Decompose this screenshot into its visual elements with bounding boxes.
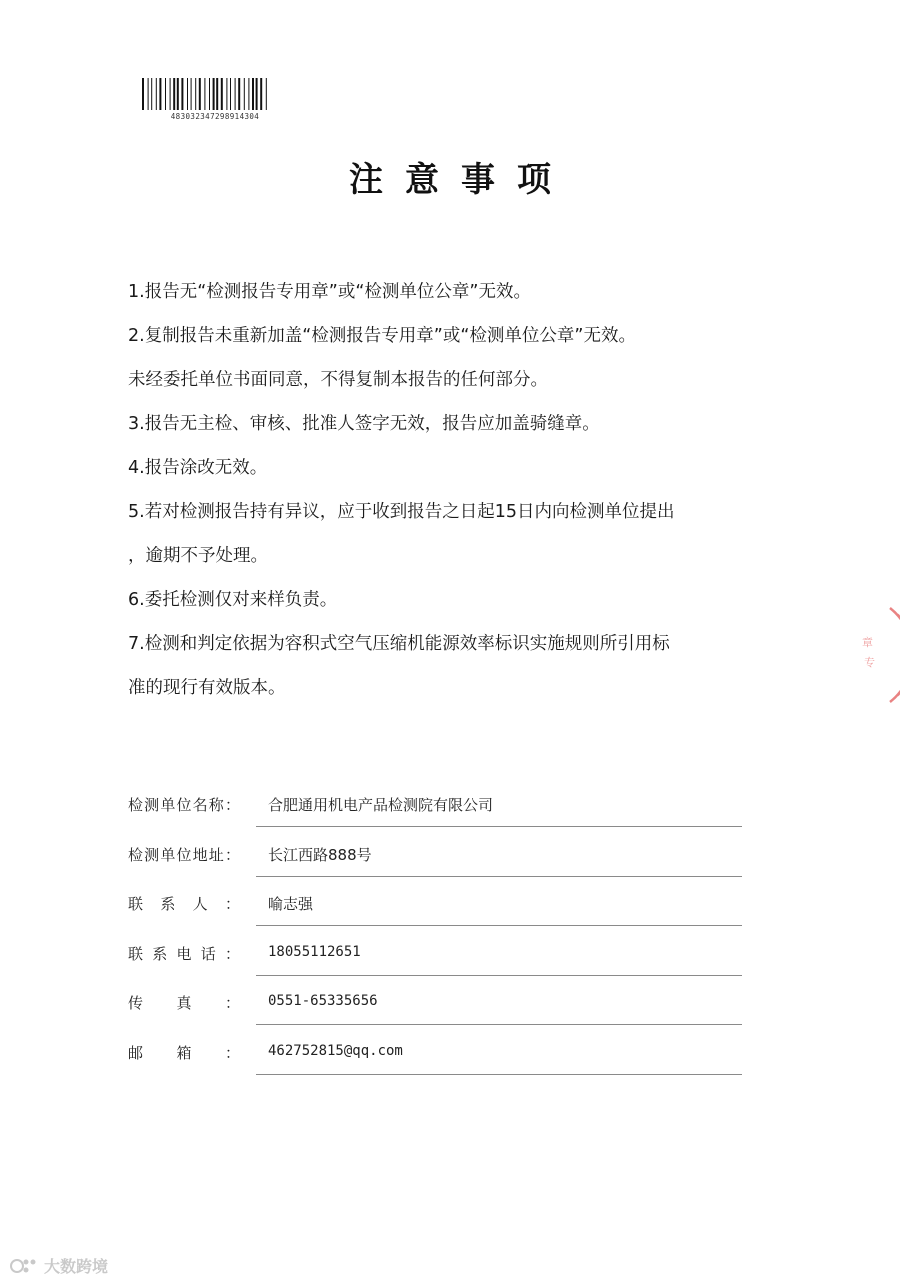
contact-label: [128, 794, 240, 815]
barcode-bar: [142, 78, 144, 110]
contact-label-char: 单: [160, 845, 176, 864]
note-line: 2.复制报告未重新加盖“检测报告专用章”或“检测单位公章”无效。: [128, 326, 636, 346]
contact-row: [128, 988, 748, 1038]
barcode-bar: [221, 78, 223, 110]
contact-label-char: 址: [208, 845, 224, 864]
contact-label-char: ：: [224, 845, 240, 864]
contact-row: [128, 889, 748, 939]
notes-list: [128, 270, 768, 710]
barcode-bar: [216, 78, 218, 110]
barcode-bar: [260, 78, 262, 110]
barcode-bar: [191, 78, 192, 110]
watermark-logo-icon: [10, 1256, 40, 1276]
contact-row: [128, 840, 748, 890]
note-line: 准的现行有效版本。: [128, 678, 286, 698]
note-line: 5.若对检测报告持有异议，应于收到报告之日起15日内向检测单位提出: [128, 502, 675, 522]
contact-label: [128, 893, 240, 914]
underline: [256, 925, 742, 926]
contact-label-char: ：: [224, 796, 240, 814]
contact-label-char: 位: [176, 796, 192, 814]
barcode-bar: [238, 78, 240, 110]
contact-label-char: 称: [208, 796, 224, 814]
contact-label-char: 测: [144, 796, 160, 814]
watermark-text: 大数跨境: [44, 1257, 109, 1276]
contact-value: 合肥通用机电产品检测院有限公司: [268, 796, 494, 814]
underline: [256, 1024, 742, 1025]
contact-label-char: ：: [224, 994, 240, 1013]
contact-label-char: 单: [160, 796, 176, 814]
contact-label-char: 人: [192, 895, 208, 914]
contact-value: 462752815@qq.com: [268, 1042, 403, 1059]
barcode-bar: [151, 78, 152, 110]
contact-row: [128, 790, 748, 840]
underline: [256, 826, 742, 827]
contact-value: 长江西路888号: [268, 845, 372, 864]
contact-row: [128, 1038, 748, 1088]
contact-label-char: 邮: [128, 1043, 144, 1062]
underline: [256, 876, 742, 877]
note-line: 7.检测和判定依据为容积式空气压缩机能源效率标识实施规则所引用标: [128, 634, 670, 654]
contact-label-char: 系: [160, 895, 176, 914]
underline: [256, 1074, 742, 1075]
contact-label: [128, 992, 240, 1013]
contact-label: [128, 1042, 240, 1063]
contact-label-char: 检: [128, 845, 144, 864]
contact-label-char: 传: [128, 994, 144, 1013]
contact-label-char: 电: [176, 944, 192, 963]
contact-label-char: 箱: [176, 1043, 192, 1062]
watermark: [10, 1254, 108, 1277]
contact-label-char: 检: [128, 796, 144, 814]
note-line: ，逾期不予处理。: [128, 546, 268, 566]
barcode-bar: [177, 78, 179, 110]
svg-text:专: 专: [864, 656, 875, 669]
barcode-number: 483032347298914304: [170, 112, 260, 121]
barcode-bar: [156, 78, 157, 110]
note-line: 4.报告涂改无效。: [128, 458, 268, 478]
underline: [256, 975, 742, 976]
note-line: 1.报告无“检测报告专用章”或“检测单位公章”无效。: [128, 282, 531, 302]
contact-label-char: 话: [200, 944, 216, 963]
page-title: 注意事项: [349, 160, 573, 200]
contact-value: 0551-65335656: [268, 993, 378, 1010]
svg-text:章: 章: [862, 636, 873, 649]
barcode-bar: [170, 78, 171, 110]
barcode-bar: [230, 78, 231, 110]
barcode-bar: [226, 78, 227, 110]
barcode-bar: [173, 78, 175, 110]
barcode-bar: [159, 78, 161, 110]
note-line: 3.报告无主检、审核、批准人签字无效，报告应加盖骑缝章。: [128, 414, 600, 434]
contact-label-char: 名: [192, 796, 208, 814]
barcode-bar: [209, 78, 210, 110]
contact-label-char: 真: [176, 994, 192, 1013]
contact-label-char: 联: [128, 895, 144, 914]
contact-label-char: 位: [176, 845, 192, 864]
contact-label-char: 联: [128, 944, 144, 963]
contact-label-char: 系: [152, 944, 168, 963]
note-line: 未经委托单位书面同意，不得复制本报告的任何部分。: [128, 370, 548, 390]
contact-label: [128, 844, 240, 865]
contact-row: [128, 939, 748, 989]
barcode-bar: [204, 78, 205, 110]
contact-info: [128, 790, 748, 1088]
note-line: 6.委托检测仅对来样负责。: [128, 590, 338, 610]
barcode-bar: [213, 78, 215, 110]
barcode-bar: [235, 78, 236, 110]
barcode-bars: [140, 78, 290, 110]
barcode-bar: [248, 78, 249, 110]
barcode-bar: [256, 78, 258, 110]
barcode-bar: [187, 78, 188, 110]
barcode-bar: [148, 78, 149, 110]
contact-value: 喻志强: [268, 895, 314, 914]
contact-value: 18055112651: [268, 943, 361, 960]
barcode-bar: [165, 78, 166, 110]
contact-label-char: 地: [192, 845, 208, 864]
barcode-bar: [199, 78, 201, 110]
barcode-bar: [195, 78, 196, 110]
contact-label: [128, 943, 240, 964]
barcode-bar: [266, 78, 267, 110]
contact-label-char: ：: [224, 944, 240, 963]
barcode-bar: [181, 78, 183, 110]
barcode-bar: [244, 78, 245, 110]
contact-label-char: ：: [224, 1043, 240, 1062]
contact-label-char: ：: [224, 895, 240, 914]
barcode: [140, 78, 290, 124]
barcode-bar: [252, 78, 254, 110]
seal-stamp-fragment: [850, 600, 900, 710]
contact-label-char: 测: [144, 845, 160, 864]
